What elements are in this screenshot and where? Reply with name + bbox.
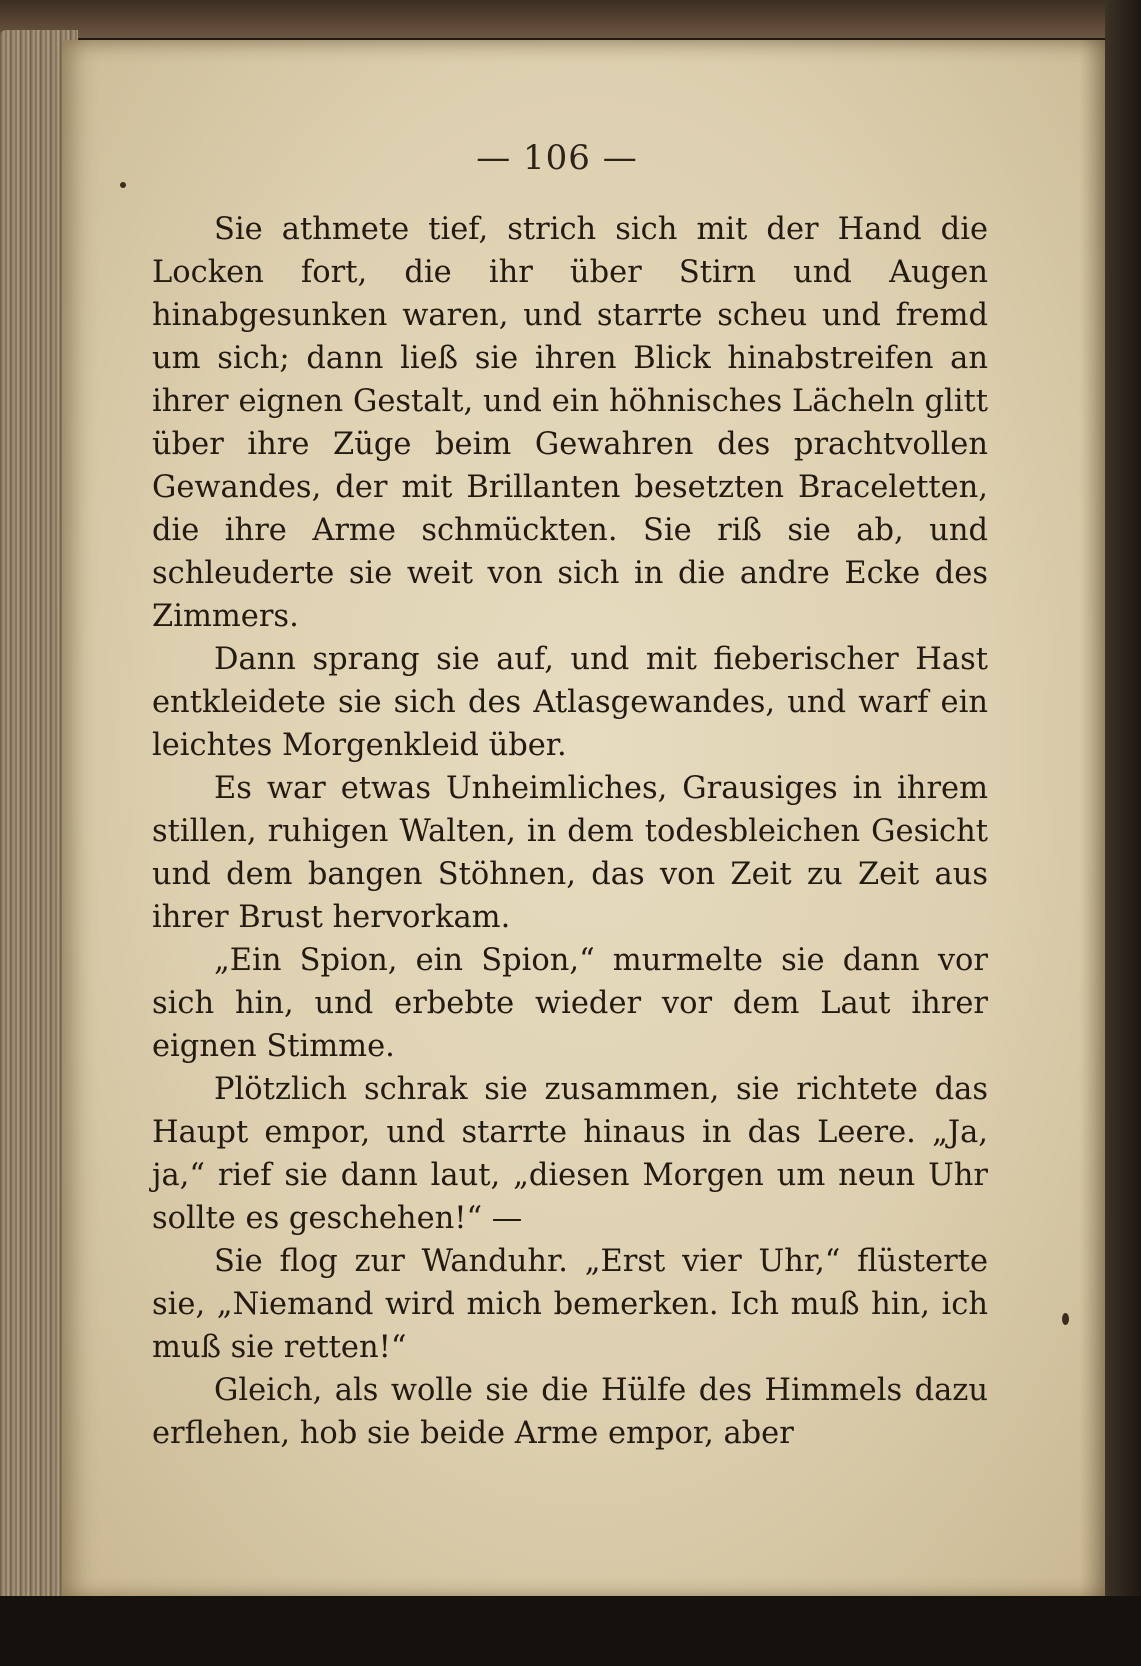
paper-speck bbox=[120, 182, 126, 188]
paragraph-3: Es war etwas Unheimliches, Grausiges in ihrem stillen, ruhigen Walten, in dem todesbleichen Gesicht und dem bangen Stöhnen, das von Zeit zu Zeit aus ihrer Brust hervorkam. bbox=[152, 771, 988, 935]
book-cover-top-edge bbox=[0, 0, 1141, 38]
book-page bbox=[62, 40, 1110, 1600]
paragraph-5: Plötzlich schrak sie zusammen, sie richtete das Haupt empor, und starrte hinaus in das Leere. „Ja, ja,“ rief sie dann laut, „diesen Morgen um neun Uhr sollte es geschehen!“ — bbox=[152, 1072, 988, 1236]
page-number: — 106 — bbox=[476, 138, 638, 178]
page-body-text bbox=[152, 208, 988, 1455]
paragraph-2: Dann sprang sie auf, und mit fieberischer Hast entkleidete sie sich des Atlasgewandes, und warf ein leichtes Morgenkleid über. bbox=[152, 642, 988, 763]
paper-speck bbox=[1062, 1313, 1069, 1325]
book-cover-bottom-edge bbox=[0, 1596, 1141, 1666]
book-cover-right-edge bbox=[1105, 0, 1141, 1666]
paragraph-1: Sie athmete tief, strich sich mit der Hand die Locken fort, die ihr über Stirn und Augen hinabgesunken waren, und starrte scheu und fremd um sich; dann ließ sie ihren Blick hinabstreifen an ihrer eignen Gestalt, und ein höhnisches Lächeln glitt über ihre Züge beim Gewahren des prachtvollen Gewandes, der mit Brillanten besetzten Braceletten, die ihre Arme schmückten. Sie riß sie ab, und schleuderte sie weit von sich in die andre Ecke des Zimmers. bbox=[152, 212, 988, 634]
paragraph-6: Sie flog zur Wanduhr. „Erst vier Uhr,“ flüsterte sie, „Niemand wird mich bemerken. Ich muß hin, ich muß sie retten!“ bbox=[152, 1244, 988, 1365]
paragraph-7: Gleich, als wolle sie die Hülfe des Himmels dazu erflehen, hob sie beide Arme empor, aber bbox=[152, 1373, 988, 1451]
paragraph-4: „Ein Spion, ein Spion,“ murmelte sie dann vor sich hin, und erbebte wieder vor dem Laut ihrer eignen Stimme. bbox=[152, 943, 988, 1064]
